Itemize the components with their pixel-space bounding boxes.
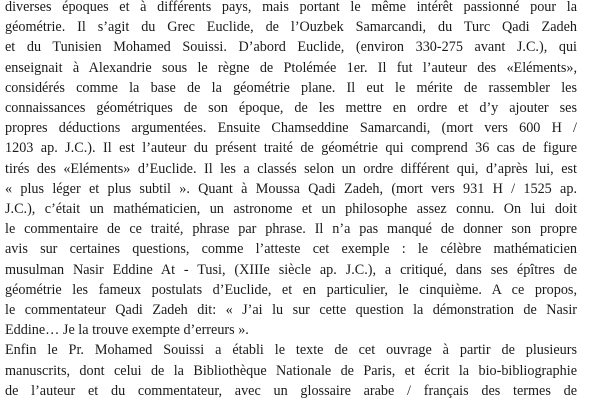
text-line: avis sur certaines questions, comme l’atteste cet exemple : le célèbre mathématicien (5, 241, 577, 258)
text-line: géométrie les fameux postulats d’Euclide, et en particulier, le cinquième. A ce propos, (5, 281, 577, 298)
text-line: le commentaire de ce traité, phrase par phrase. Il n’a pas manqué de donner son propre (5, 221, 577, 238)
text-line: Enfin le Pr. Mohamed Souissi a établi le texte de cet ouvrage à partir de plusieurs (5, 342, 577, 359)
text-line: 1203 ap. J.C.). Il est l’auteur du présent traité de géométrie qui comprend 36 cas de figure (5, 140, 577, 157)
document-page (5, 0, 577, 400)
paragraph-1 (5, 0, 577, 340)
text-line: enseignait à Alexandrie sous le règne de Ptolémée 1er. Il fut l’auteur des «Eléments», (5, 59, 577, 76)
text-line: connaissances géométriques de son époque, de les mettre en ordre et d’y ajouter ses (5, 100, 577, 117)
text-line: Eddine… Je la trouve exempte d’erreurs ». (5, 322, 249, 339)
text-line: propres déductions argumentées. Ensuite Chamseddine Samarcandi, (mort vers 600 H / (5, 120, 577, 137)
paragraph-2 (5, 340, 577, 400)
text-line: musulman Nasir Eddine At - Tusi, (XIIIe siècle ap. J.C.), a critiqué, dans ses épîtres de (5, 261, 577, 278)
text-line: le commentateur Qadi Zadeh dit: « J’ai lu sur cette question la démonstration de Nasir (5, 302, 577, 319)
text-line: tirés des «Eléments» d’Euclide. Il les a classés selon un ordre différent qui, d’après lui, est (5, 160, 577, 177)
text-line: géométrie. Il s’agit du Grec Euclide, de l’Ouzbek Samarcandi, du Turc Qadi Zadeh (5, 19, 577, 36)
text-line: et du Tunisien Mohamed Souissi. D’abord Euclide, (environ 330-275 avant J.C.), qui (5, 39, 577, 56)
text-line: « plus léger et plus subtil ». Quant à Moussa Qadi Zadeh, (mort vers 931 H / 1525 ap. (5, 180, 577, 197)
text-line: J.C.), c’était un mathématicien, un astronome et un philosophe assez connu. On lui doit (5, 201, 577, 218)
text-line: diverses époques et à différents pays, mais portant le même intérêt passionné pour la (5, 0, 577, 15)
text-line: de l’auteur et du commentateur, avec un glossaire arabe / français des termes de (5, 382, 577, 399)
text-line: manuscrits, dont celui de la Bibliothèque Nationale de Paris, et écrit la bio-bibliographie (5, 362, 577, 379)
text-line: considérés comme la base de la géométrie plane. Il eut le mérite de rassembler les (5, 79, 577, 96)
